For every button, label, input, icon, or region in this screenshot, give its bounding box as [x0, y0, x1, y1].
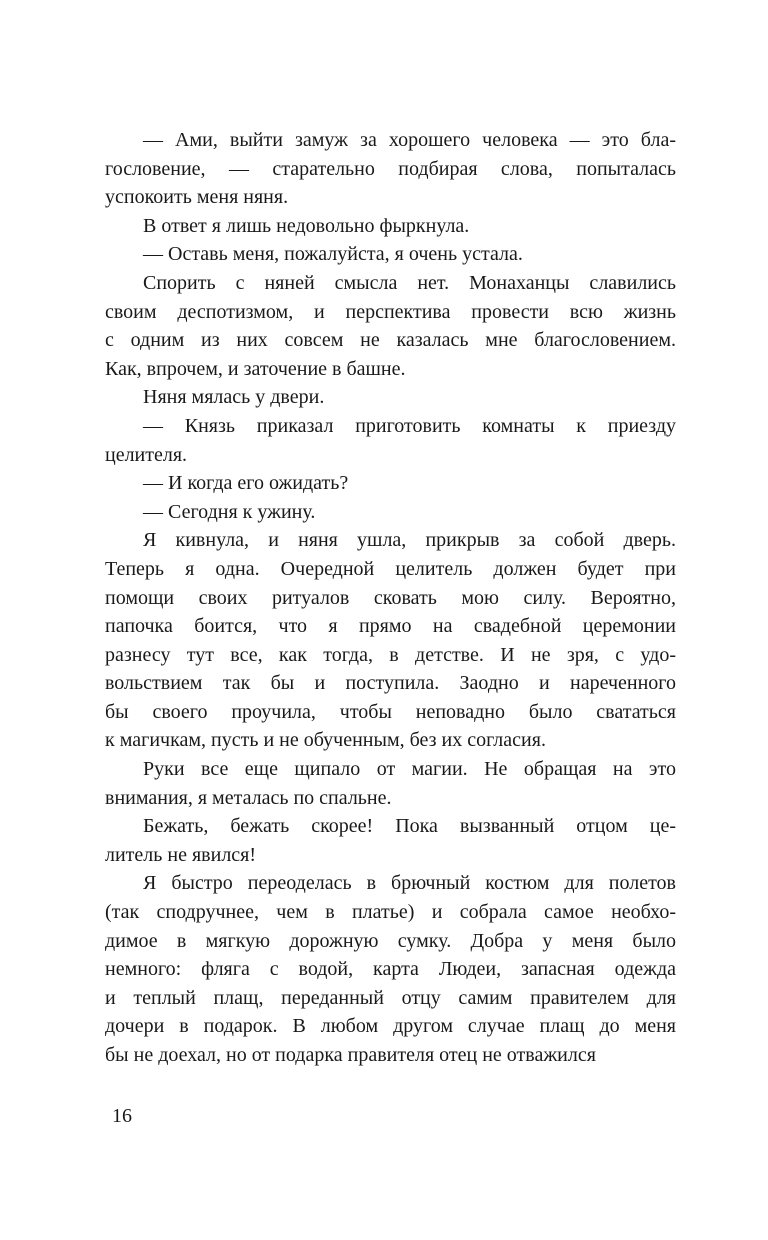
- page-number: 16: [112, 1105, 132, 1127]
- text-line: с одним из них совсем не казалась мне благословением.: [105, 329, 676, 352]
- text-line: — Оставь меня, пожалуйста, я очень устала.: [143, 243, 523, 266]
- text-line: дочери в подарок. В любом другом случае плащ до меня: [105, 1015, 676, 1038]
- text-line: В ответ я лишь недовольно фыркнула.: [143, 214, 470, 237]
- text-line: Спорить с няней смысла нет. Монаханцы славились: [143, 271, 676, 294]
- text-line: литель не явился!: [105, 843, 257, 866]
- text-line: Теперь я одна. Очередной целитель должен будет при: [105, 557, 676, 580]
- text-line: (так сподручнее, чем в платье) и собрала самое необхо-: [105, 901, 676, 924]
- text-line: Руки все еще щипало от магии. Не обращая на это: [143, 758, 676, 781]
- text-line: разнесу тут все, как тогда, в детстве. И не зря, с удо-: [105, 643, 676, 666]
- text-line: Я кивнула, и няня ушла, прикрыв за собой дверь.: [143, 529, 676, 552]
- text-line: к магичкам, пусть и не обученным, без их согласия.: [105, 729, 546, 752]
- text-line: — Ами, выйти замуж за хорошего человека — это бла-: [143, 129, 676, 151]
- text-line: помощи своих ритуалов сковать мою силу. Вероятно,: [105, 586, 676, 609]
- text-line: Как, впрочем, и заточение в башне.: [105, 357, 406, 380]
- text-line: успокоить меня няня.: [105, 186, 289, 209]
- text-line: гословение, — старательно подбирая слова, попыталась: [105, 157, 676, 180]
- text-line: Бежать, бежать скорее! Пока вызванный отцом це-: [143, 815, 676, 838]
- text-line: Няня мялась у двери.: [143, 386, 325, 409]
- text-line: — И когда его ожидать?: [143, 472, 349, 495]
- text-line: немного: фляга с водой, карта Людеи, запасная одежда: [105, 958, 676, 981]
- text-line: и теплый плащ, переданный отцу самим правителем для: [105, 986, 676, 1009]
- page-text: [105, 126, 676, 1070]
- text-line: — Князь приказал приготовить комнаты к приезду: [143, 414, 676, 437]
- text-line: бы не доехал, но от подарка правителя отец не отважился: [105, 1044, 596, 1066]
- text-line: Я быстро переоделась в брючный костюм для полетов: [143, 872, 676, 895]
- text-line: димое в мягкую дорожную сумку. Добра у меня было: [105, 929, 676, 952]
- text-line: целителя.: [105, 443, 188, 466]
- text-line: внимания, я металась по спальне.: [105, 786, 392, 809]
- text-line: вольствием так бы и поступила. Заодно и нареченного: [105, 672, 676, 695]
- text-line: бы своего проучила, чтобы неповадно было свататься: [105, 700, 676, 723]
- text-line: папочка боится, что я прямо на свадебной церемонии: [105, 615, 676, 638]
- text-line: — Сегодня к ужину.: [143, 500, 316, 523]
- text-line: своим деспотизмом, и перспектива провести всю жизнь: [105, 300, 676, 323]
